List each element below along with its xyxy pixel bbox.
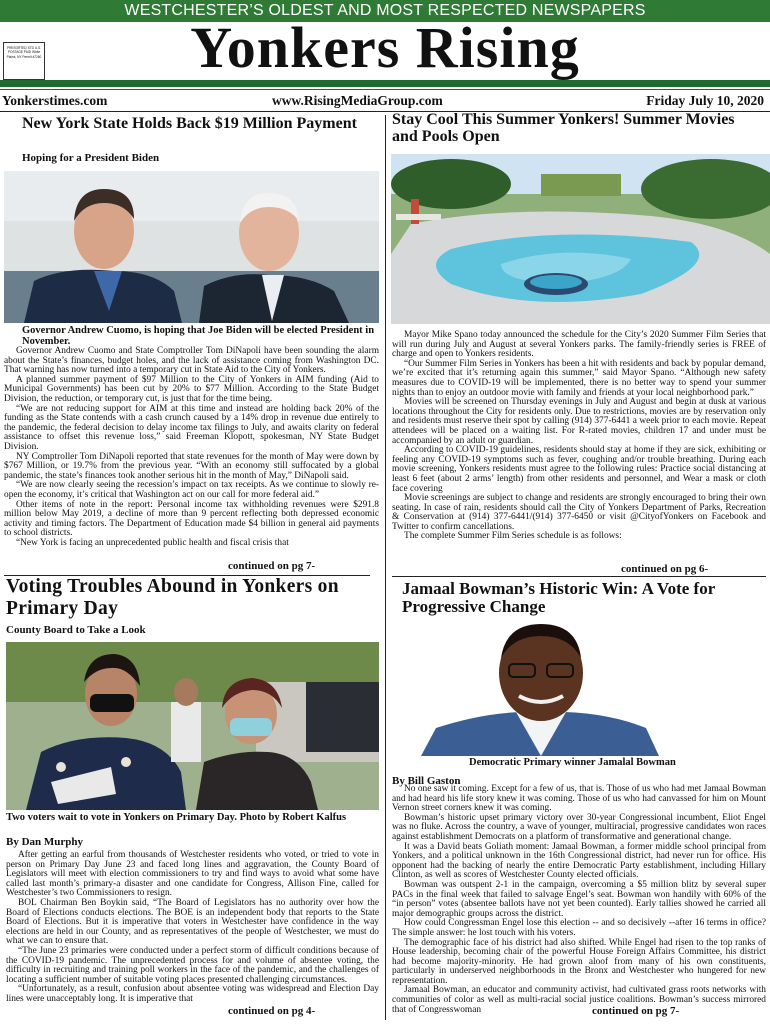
paragraph: After getting an earful from thousands of Westchester residents who voted, or tried to vote in person on Primary Day June 23 and faced long lines and aggravation, the County Board of Legislators will meet with election commissioners to try and find ways to avoid what some have called last month’s primary-a disaster and one candidate for Congress, Allison Fine, called for Westchester’s two Commissioners to resign. bbox=[6, 850, 379, 899]
photo-voters bbox=[6, 642, 379, 810]
paragraph: Mayor Mike Spano today announced the schedule for the City’s 2020 Summer Film Series that will run during July and August at several Yonkers parks. The family-friendly series is FREE of charge and open to Yonkers residents. bbox=[392, 330, 766, 360]
paragraph: Movie screenings are subject to change and residents are strongly encouraged to bring their own seating. In case of rain, residents should call the City of Yonkers Department of Parks, Recreation & Conservation at (914) 377-6441/(914) 377-6450 or visit @CityofYonkers on Facebook and Twitter to confirm cancellations. bbox=[392, 493, 766, 532]
paragraph: According to COVID-19 guidelines, residents should stay at home if they are sick, exhibiting or feeling any COVID-19 symptoms such as fever, coughing and/or trouble breathing. During each movie screening, Yonkers residents must agree to the following rules: Practice social distancing at least 6 feet (about 2 arms’ length) from other residents and personnel, and Wear a mask or cloth face covering bbox=[392, 445, 766, 494]
story2-continued[interactable]: continued on pg 6- bbox=[621, 563, 709, 575]
story3-headline: Voting Troubles Abound in Yonkers on Primary Day bbox=[6, 576, 339, 619]
site-center[interactable]: www.RisingMediaGroup.com bbox=[272, 93, 443, 108]
section-separator bbox=[392, 576, 766, 577]
paragraph: Bowman was outspent 2-1 in the campaign, overcoming a $5 million blitz by several super PACs in the final week that failed to salvage Engel’s seat. Bowman won handily with 60% of the “in person” votes (absentee ballots have not yet been counted). Early tallies showed he carried all major demographic groups across the district. bbox=[392, 879, 766, 919]
paragraph: “Unfortunately, as a result, confusion about absentee voting was widespread and Election Day lines were unacceptably long. It is imperative that bbox=[6, 984, 379, 1004]
paragraph: “We are not reducing support for AIM at this time and instead are holding back 20% of the funding as the State contends with a cash crunch caused by a 14% drop in revenue due entirely to the pandemic, the federal decision to delay income tax filings to July, and awaits clarity on federal assistance to offset this revenue loss,” said Freeman Klopott, spokesman, NY State Budget Division. bbox=[4, 403, 379, 452]
story1-body bbox=[4, 347, 379, 569]
paragraph: No one saw it coming. Except for a few of us, that is. Those of us who had met Jamaal Bowman and had heard his life story knew it was coming. Those of us who had canvassed for him on Mount Vernon street corners knew it was coming. bbox=[392, 784, 766, 814]
paragraph: BOL Chairman Ben Boykin said, “The Board of Legislators has no authority over how the Board of Elections conducts elections. The BOE is an independent body that reports to the State Board of Elections. But it is imperative that voters in Westchester have confidence in the way elections are held in our County, and as representatives of the people of Westchester, we must do what we can to ensure that. bbox=[6, 897, 379, 947]
photo-bowman bbox=[391, 618, 770, 756]
postage-stamp: PRESORTED STD U.S. POSTAGE PAID White Plains, NY Permit #7260 bbox=[3, 42, 45, 80]
story1-caption: Governor Andrew Cuomo, is hoping that Joe Biden will be elected President in November. bbox=[22, 325, 375, 347]
story1-continued[interactable]: continued on pg 7- bbox=[228, 560, 316, 572]
paragraph: A planned summer payment of $97 Million to the City of Yonkers in AIM funding (Aid to Municipal Governments) has been cut by 20% to $77 Million. According to the State Budget Division, the reduction, or temporary cut, is just that for the time being. bbox=[4, 374, 379, 404]
photo-pool bbox=[391, 154, 770, 324]
column-divider bbox=[385, 115, 386, 1020]
masthead-title: Yonkers Rising bbox=[190, 15, 580, 80]
story3-caption: Two voters wait to vote in Yonkers on Primary Day. Photo by Robert Kalfus bbox=[6, 812, 347, 823]
paragraph: “New York is facing an unprecedented public health and fiscal crisis that bbox=[16, 537, 289, 548]
story1-subhead: Hoping for a President Biden bbox=[22, 152, 160, 164]
story2-headline: Stay Cool This Summer Yonkers! Summer Movies and Pools Open bbox=[392, 111, 735, 145]
paragraph: It was a David beats Goliath moment: Jamaal Bowman, a former middle school principal from Yonkers, and a political unknown in the 16th Congressional district, had never run for office. His opponent had the backing of nearly the entire Democratic Party establishment, including Hillary Clinton, as well as scores of Westchester County elected officials. bbox=[392, 841, 766, 881]
story3-subhead: County Board to Take a Look bbox=[6, 624, 146, 636]
paragraph: Jamaal Bowman, an educator and community activist, had cultivated grass roots networks with communities of color as well as multi-racial social justice coalitions. Bowman’s success mirrored that of Congresswoman bbox=[392, 985, 766, 1015]
story3-continued[interactable]: continued on pg 4- bbox=[228, 1005, 316, 1017]
paragraph: “The June 23 primaries were conducted under a perfect storm of difficult conditions because of the COVID-19 pandemic. The unprecedented process for and volume of absentee voting, the difficulty in recruiting and training poll workers in the face of the pandemic, and the challenges of locating a sufficient number of suitable voting places presented challenging circumstances. bbox=[6, 945, 379, 985]
paragraph: The demographic face of his district had also shifted. While Engel had risen to the top ranks of House leadership, becoming chair of the powerful House Foreign Affairs Committee, his district had become majority-minority. He had grown aloof from many of his own constituents, particularly in underserved neighborhoods in the Bronx and Westchester who hungered for new representation. bbox=[392, 937, 766, 986]
story4-byline: By Bill Gaston bbox=[392, 775, 461, 787]
paragraph: Bowman’s historic upset primary victory over 30-year Congressional incumbent, Eliot Engel was no fluke. Across the country, a wave of younger, multiracial, progressive candidates won races against establishment Democrats on a platform of transformative and generational change. bbox=[392, 812, 766, 842]
masthead-rule-thin bbox=[0, 89, 770, 90]
story4-caption: Democratic Primary winner Jamalal Bowman bbox=[469, 757, 676, 768]
paragraph: NY Comptroller Tom DiNapoli reported that state revenues for the month of May were down by $767 Million, or 19.7% from the previous year. “With an economy still suffocated by a global pandemic, the state’s finances took another serious hit in the month of May,” DiNapoli said. bbox=[4, 451, 379, 481]
paragraph: Other items of note in the report: Personal income tax withholding revenues were $291.8 million below May 2019, a decline of more than 9 percent reflecting both depressed economic activity and timing factors. The Department of Education made $4 billion in general aid payments to school districts. bbox=[4, 499, 379, 539]
masthead-rule bbox=[0, 80, 770, 87]
masthead-tagline: WESTCHESTER’S OLDEST AND MOST RESPECTED NEWSPAPERS bbox=[0, 0, 770, 22]
story3-byline: By Dan Murphy bbox=[6, 836, 84, 848]
story2-body bbox=[392, 331, 766, 555]
paragraph: “We are now clearly seeing the recession’s impact on tax receipts. As we continue to slowly re-open the economy, it’s critical that Washington act on our call for more federal aid.” bbox=[4, 480, 379, 500]
paragraph: Governor Andrew Cuomo and State Comptroller Tom DiNapoli have been sounding the alarm about the State’s finances, budget holes, and the lack of assistance coming from Washington DC. That warning has now turned into a temporary cut in State Aid to the City of Yonkers. bbox=[4, 346, 379, 376]
paragraph: Movies will be screened on Thursday evenings in July and August and begin at dusk at various locations throughout the City for residents only. Due to restrictions, movies are by reservation only and residents must reserve their spot by calling (914) 377-6441 a week prior to each movie. Repeat attendees will be placed on a waiting list. For R-rated movies, children 17 and under must be accompanied by an adult or guardian. bbox=[392, 397, 766, 446]
paragraph: “Our Summer Film Series in Yonkers has been a hit with residents and back by popular demand, we’re excited that it’s returning again this summer,” said Mayor Spano. “Although new safety measures due to COVID-19 will be implemented, there is no better way to spend your summer nights than to enjoy an outdoor movie with family and friends at your local neighborhood park.” bbox=[392, 358, 766, 398]
paragraph: How could Congressman Engel lose this election -- and so decisively --after 16 terms in office? The simple answer: he lost touch with his voters. bbox=[392, 918, 766, 938]
story3-body bbox=[6, 851, 379, 1003]
paragraph: The complete Summer Film Series schedule is as follows: bbox=[404, 531, 622, 542]
story1-headline: New York State Holds Back $19 Million Payment bbox=[22, 115, 357, 132]
site-left[interactable]: Yonkerstimes.com bbox=[2, 93, 108, 108]
story4-continued[interactable]: continued on pg 7- bbox=[592, 1005, 680, 1017]
story4-headline: Jamaal Bowman’s Historic Win: A Vote for Progressive Change bbox=[402, 579, 715, 616]
photo-cuomo-biden bbox=[4, 171, 379, 323]
issue-date: Friday July 10, 2020 bbox=[646, 93, 764, 108]
